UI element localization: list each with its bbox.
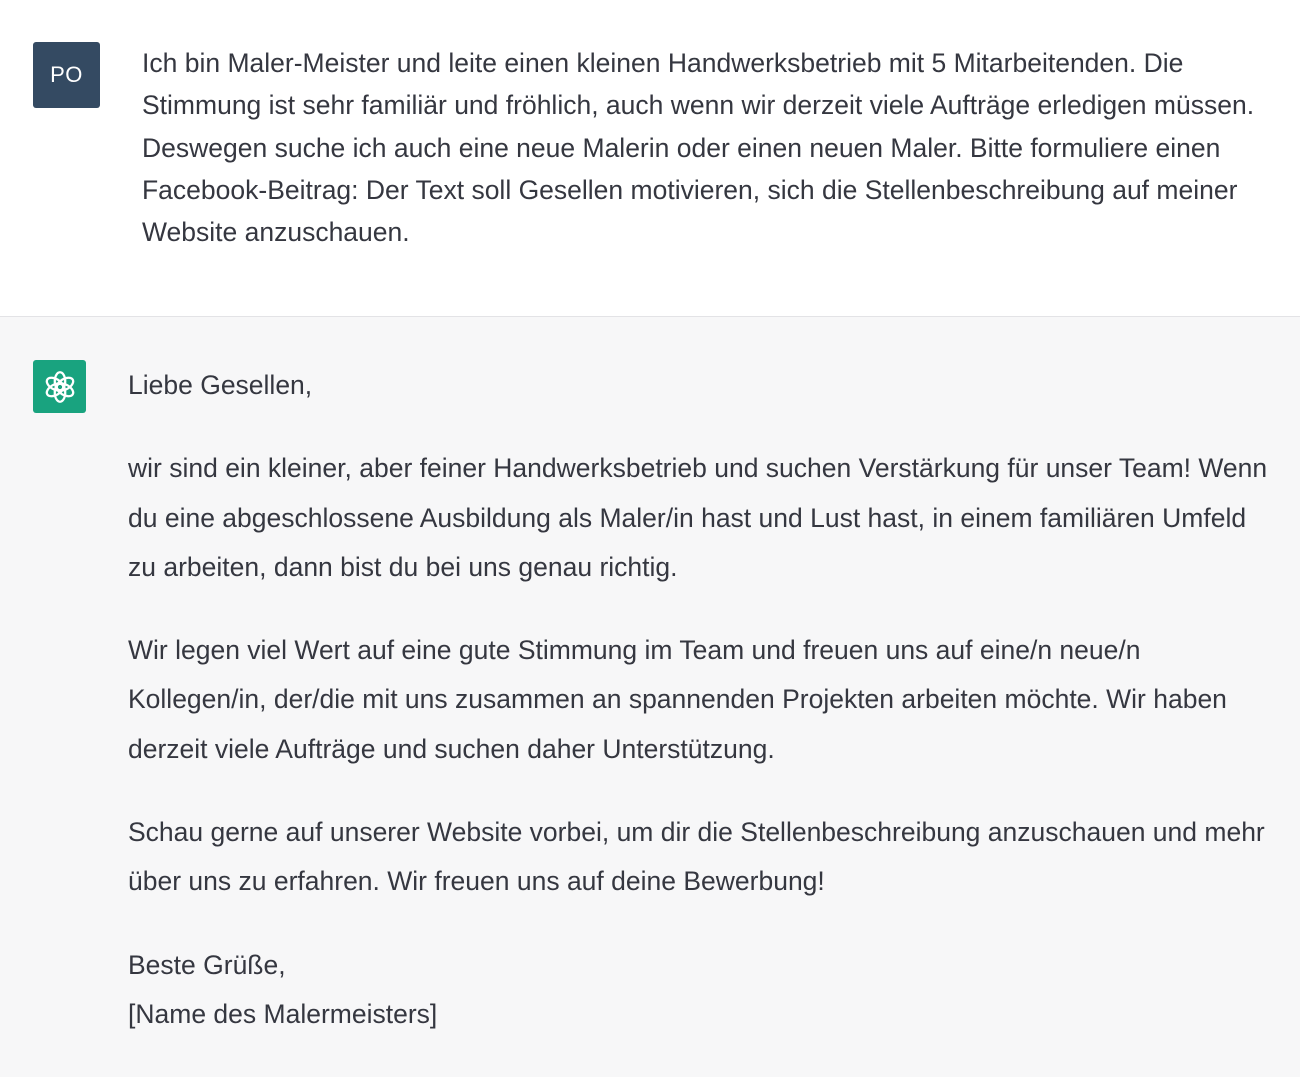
- assistant-paragraph-2: Wir legen viel Wert auf eine gute Stimmung im Team und freuen uns auf eine/n neue/n Kollegen/in, der/die mit uns zusammen an spannenden Projekten arbeiten möchte. Wir haben derzeit viele Aufträge und suchen daher Unterstützung.: [128, 635, 1227, 764]
- assistant-message-text: [128, 361, 1278, 1039]
- user-message-text: Ich bin Maler-Meister und leite einen kleinen Handwerksbetrieb mit 5 Mitarbeitenden. Die Stimmung ist sehr familiär und fröhlich, auch wenn wir derzeit viele Aufträge erledigen müssen. Deswegen suche ich auch eine neue Malerin oder einen neuen Maler. Bitte formuliere einen Facebook-Beitrag: Der Text soll Gesellen motivieren, sich die Stellenbeschreibung auf meiner Website anzuschauen.: [142, 48, 1255, 248]
- user-message-row: [0, 0, 1300, 317]
- user-avatar: PO: [33, 42, 100, 108]
- assistant-avatar: [33, 360, 86, 413]
- assistant-signature: [Name des Malermeisters]: [128, 998, 438, 1029]
- openai-logo-icon: [41, 368, 79, 406]
- assistant-paragraph-1: wir sind ein kleiner, aber feiner Handwerksbetrieb und suchen Verstärkung für unser Team! Wenn du eine abgeschlossene Ausbildung als Maler/in hast und Lust hast, in einem familiären Umfeld zu arbeiten, dann bist du bei uns genau richtig.: [128, 453, 1268, 582]
- assistant-closing: Beste Grüße,: [128, 949, 286, 980]
- assistant-greeting: Liebe Gesellen,: [128, 370, 313, 400]
- assistant-paragraph-3: Schau gerne auf unserer Website vorbei, um dir die Stellenbeschreibung anzuschauen und mehr über uns zu erfahren. Wir freuen uns auf deine Bewerbung!: [128, 817, 1265, 897]
